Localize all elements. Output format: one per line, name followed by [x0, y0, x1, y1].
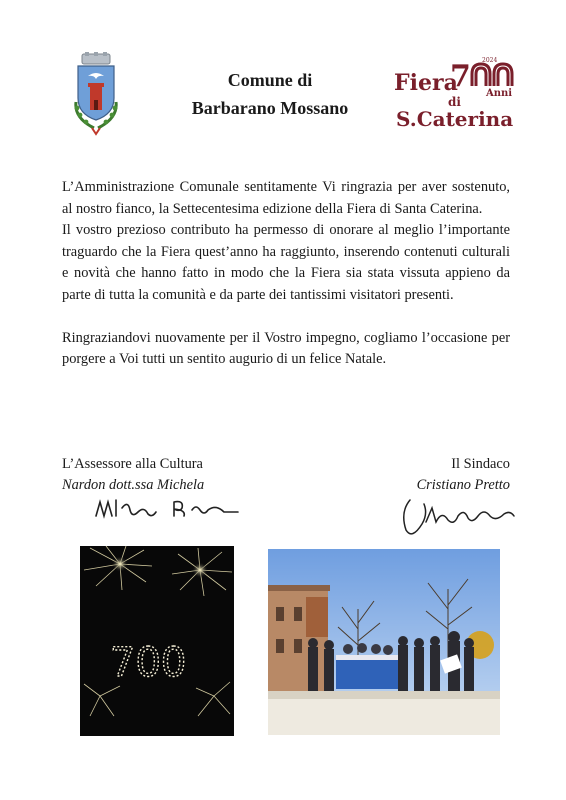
- letter-paragraph-2: Il vostro prezioso contributo ha permesso di onorare al meglio l’importante traguardo che la Fiera quest’anno ha raggiunto, inserendo contenuti culturali e novità che hanno fatto in modo che la Fiera sia stata vissuta appieno da parte di tutta la comunità e da parte dei tantissimi visitatori presenti.: [62, 222, 510, 303]
- municipality-line-1: Comune di: [227, 70, 313, 90]
- letter-paragraph-3: Ringraziandovi nuovamente per il Vostro impegno, cogliamo l’occasione per porgere a Voi tutti un sentito augurio di un felice Natale.: [62, 329, 510, 368]
- fireworks-number-text: 700: [110, 640, 187, 686]
- page-title: [160, 66, 380, 122]
- mayor-role: Il Sindaco: [451, 456, 510, 472]
- fireworks-image: [80, 546, 234, 736]
- assessor-name: Nardon dott.ssa Michela: [62, 477, 205, 493]
- ceremony-image: [268, 549, 500, 735]
- fair-700-logo: [390, 52, 530, 132]
- ceremony-photo: [268, 549, 500, 735]
- logo-word-di: di: [448, 95, 461, 109]
- logo-zero-arch-2: [494, 64, 512, 86]
- logo-year: 2024: [482, 57, 498, 64]
- assessor-role: L’Assessore alla Cultura: [62, 456, 203, 472]
- logo-anni: Anni: [486, 88, 513, 99]
- municipality-line-2: Barbarano Mossano: [191, 98, 349, 118]
- logo-zero-arch-1: [472, 64, 490, 86]
- logo-word-saint: S.Caterina: [396, 107, 514, 131]
- municipal-crest-icon: [68, 52, 124, 136]
- mayor-handwritten-signature: [396, 494, 520, 542]
- letter-body: [62, 177, 510, 371]
- logo-number-7: 7: [450, 59, 471, 94]
- assessor-handwritten-signature: [92, 494, 242, 526]
- letter-paragraph-1: L’Amministrazione Comunale sentitamente Vi ringrazia per aver sostenuto, al nostro fianco, la Settecentesima edizione della Fiera di Santa Caterina.: [62, 179, 510, 217]
- logo-word-fiera: Fiera: [394, 70, 458, 96]
- mayor-name: Cristiano Pretto: [416, 477, 510, 493]
- signature-block-mayor: [310, 454, 510, 496]
- fireworks-photo: [80, 546, 234, 736]
- signature-block-assessor: [62, 454, 262, 496]
